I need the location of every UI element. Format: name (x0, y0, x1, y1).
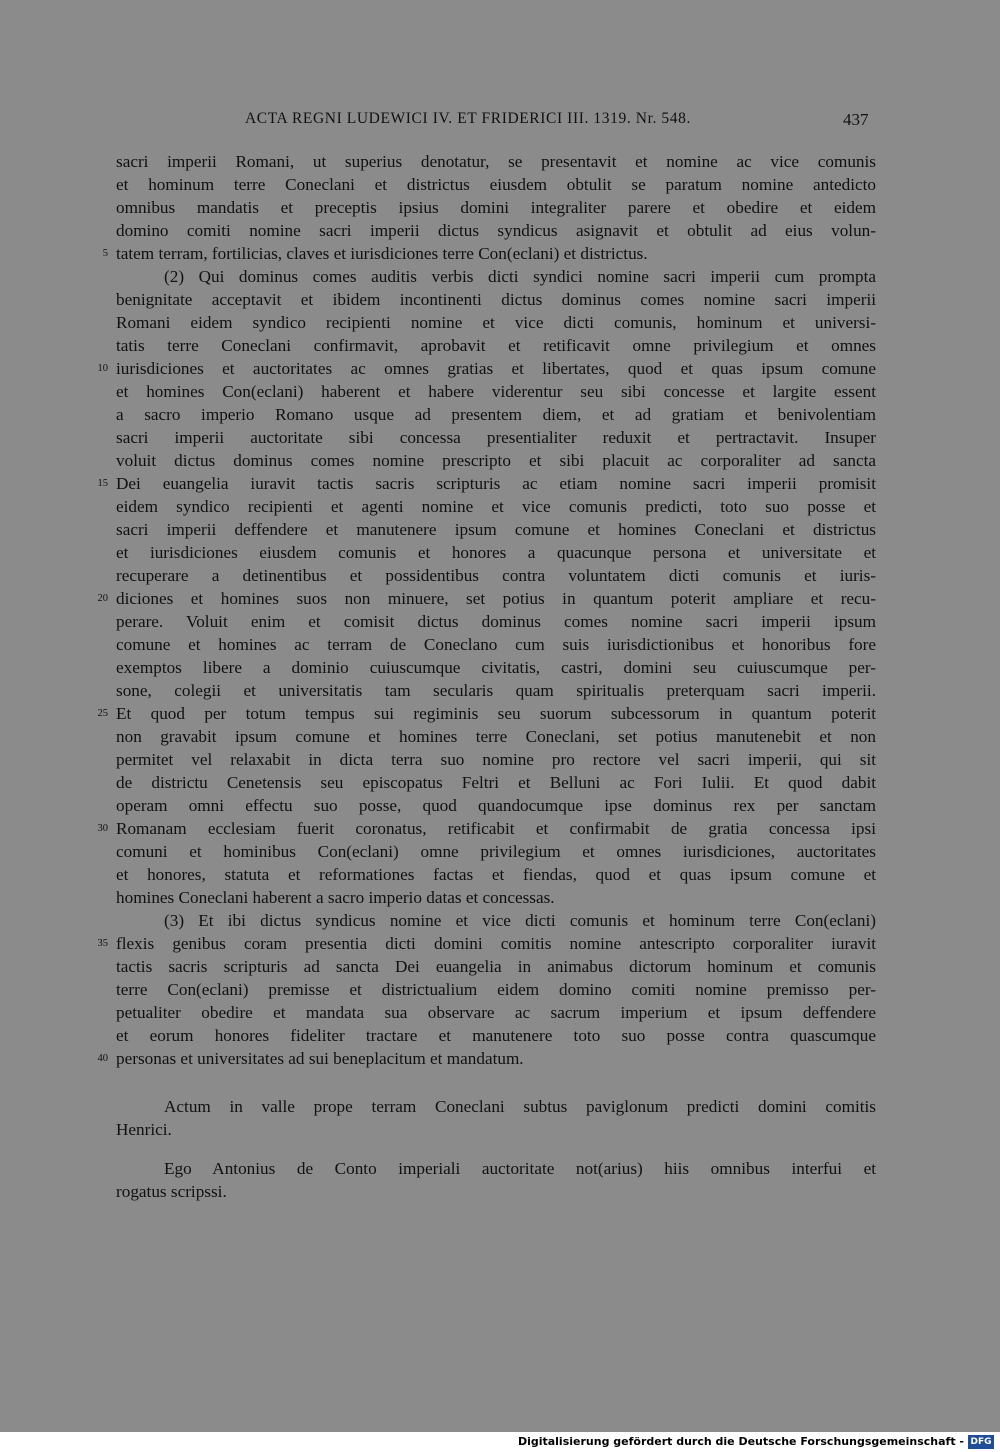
notary-subscription: rogatus scripssi. (116, 1182, 227, 1201)
text-line: operam omni effectu suo posse, quod quandocumque ipse dominus rex per sanctam (116, 796, 876, 815)
funding-notice: Digitalisierung gefördert durch die Deutsche Forschungsgemeinschaft - (517, 1435, 964, 1448)
text-line: sacri imperii Romani, ut superius denotatur, se presentavit et nomine ac vice comunis (116, 152, 876, 171)
line-number: 15 (97, 478, 108, 489)
line-number: 10 (97, 363, 108, 374)
text-line: voluit dictus dominus comes nomine prescripto et sibi placuit ac corporaliter ad sancta (116, 451, 876, 470)
actum-line: Henrici. (116, 1120, 172, 1139)
page-number: 437 (843, 110, 869, 129)
text-line: tatem terram, fortilicias, claves et iurisdiciones terre Con(eclani) et districtus. (116, 244, 648, 263)
text-line: et eorum honores fideliter tractare et manutenere toto suo posse contra quascumque (116, 1026, 876, 1045)
text-line: terre Con(eclani) premisse et districtualium eidem domino comiti nomine premisso per- (116, 980, 876, 999)
text-line: exemptos libere a dominio cuiuscumque civitatis, castri, domini seu cuiuscumque per- (116, 658, 876, 677)
running-head: ACTA REGNI LUDEWICI IV. ET FRIDERICI III. 1319. Nr. 548. (245, 110, 691, 127)
paragraph-3-start: (3) Et ibi dictus syndicus nomine et vice dicti comunis et hominum terre Con(eclani) (164, 911, 876, 930)
text-line: perare. Voluit enim et comisit dictus dominus comes nomine sacri imperii ipsum (116, 612, 876, 631)
text-line: petualiter obedire et mandata sua observare ac sacrum imperium et ipsum deffendere (116, 1003, 876, 1022)
text-line: eidem syndico recipienti et agenti nomine et vice comunis predicti, toto suo posse et (116, 497, 876, 516)
text-line: sacri imperii auctoritate sibi concessa presentialiter reduxit et pertractavit. Insuper (116, 428, 876, 447)
text-line: et honores, statuta et reformationes factas et fiendas, quod et quas ipsum comune et (116, 865, 876, 884)
text-line: homines Coneclani haberent a sacro imperio datas et concessas. (116, 888, 555, 907)
text-line: tactis sacris scripturis ad sancta Dei euangelia in animabus dictorum hominum et comunis (116, 957, 876, 976)
line-number: 35 (97, 938, 108, 949)
text-line: Romani eidem syndico recipienti nomine et vice dicti comunis, hominum et universi- (116, 313, 876, 332)
text-line: personas et universitates ad sui beneplacitum et mandatum. (116, 1049, 524, 1068)
text-line: et iurisdiciones eiusdem comunis et honores a quacunque persona et universitate et (116, 543, 876, 562)
digitization-footer (0, 1432, 1000, 1452)
text-line: flexis genibus coram presentia dicti domini comitis nomine antescripto corporaliter iuravit (116, 934, 876, 953)
text-line: Et quod per totum tempus sui regiminis seu suorum subcessorum in quantum poterit (116, 704, 876, 723)
text-line: domino comiti nomine sacri imperii dictus syndicus asignavit et obtulit ad eius volun- (116, 221, 876, 240)
text-line: recuperare a detinentibus et possidentibus contra voluntatem dicti comunis et iuris- (116, 566, 876, 585)
actum-line: Actum in valle prope terram Coneclani subtus paviglonum predicti domini comitis (164, 1097, 876, 1116)
page-header (0, 110, 1000, 134)
text-line: Dei euangelia iuravit tactis sacris scripturis ac etiam nomine sacri imperii promisit (116, 474, 876, 493)
text-line: diciones et homines suos non minuere, set potius in quantum poterit ampliare et recu- (116, 589, 876, 608)
text-line: benignitate acceptavit et ibidem incontinenti dictus dominus comes nomine sacri imperii (116, 290, 876, 309)
text-line: permitet vel relaxabit in dicta terra suo nomine pro rectore vel sacri imperii, qui sit (116, 750, 876, 769)
line-number: 40 (97, 1053, 108, 1064)
text-line: sacri imperii deffendere et manutenere ipsum comune et homines Coneclani et districtus (116, 520, 876, 539)
line-number: 25 (97, 708, 108, 719)
text-line: non gravabit ipsum comune et homines terre Coneclani, set potius manutenebit et non (116, 727, 876, 746)
line-number: 5 (102, 248, 108, 259)
line-number: 30 (97, 823, 108, 834)
text-line: comuni et hominibus Con(eclani) omne privilegium et omnes iurisdiciones, auctoritates (116, 842, 876, 861)
paragraph-2-start: (2) Qui dominus comes auditis verbis dicti syndici nomine sacri imperii cum prompta (164, 267, 876, 286)
text-line: et hominum terre Coneclani et districtus eiusdem obtulit se paratum nomine antedicto (116, 175, 876, 194)
text-line: a sacro imperio Romano usque ad presentem diem, et ad gratiam et benivolentiam (116, 405, 876, 424)
dfg-logo: DFG (968, 1435, 994, 1449)
text-line: sone, colegii et universitatis tam secularis quam spiritualis preterquam sacri imperii. (116, 681, 876, 700)
text-line: omnibus mandatis et preceptis ipsius domini integraliter parere et obedire et eidem (116, 198, 876, 217)
text-line: Romanam ecclesiam fuerit coronatus, retificabit et confirmabit de gratia concessa ipsi (116, 819, 876, 838)
text-line: tatis terre Coneclani confirmavit, aprobavit et retificavit omne privilegium et omnes (116, 336, 876, 355)
text-line: de districtu Cenetensis seu episcopatus Feltri et Belluni ac Fori Iulii. Et quod dabit (116, 773, 876, 792)
text-line: iurisdiciones et auctoritates ac omnes gratias et libertates, quod et quas ipsum comune (116, 359, 876, 378)
text-line: comune et homines ac terram de Coneclano cum suis iurisdictionibus et honoribus fore (116, 635, 876, 654)
line-number: 20 (97, 593, 108, 604)
notary-subscription: Ego Antonius de Conto imperiali auctoritate not(arius) hiis omnibus interfui et (164, 1159, 876, 1178)
text-line: et homines Con(eclani) haberent et habere viderentur seu sibi concesse et largite essent (116, 382, 876, 401)
